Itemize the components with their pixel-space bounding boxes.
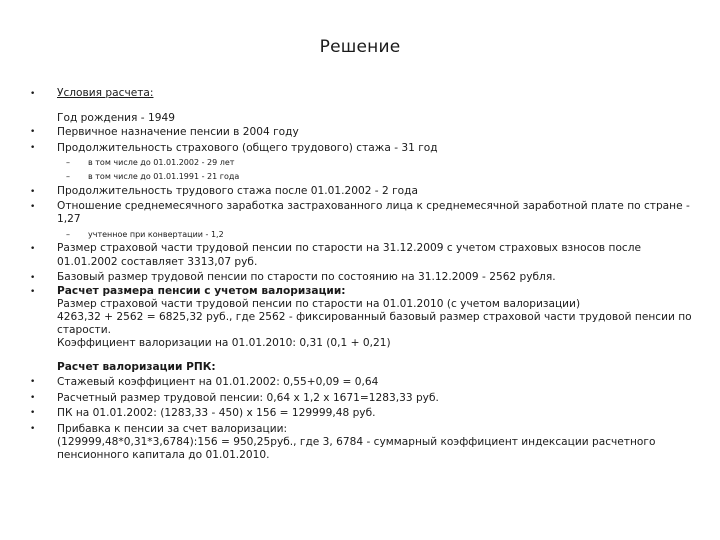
bullet-calc-pension: •	[30, 393, 36, 403]
birth-year: Год рождения - 1949	[57, 112, 175, 124]
conversion-note: учтенное при конвертации - 1,2	[88, 230, 224, 239]
insurance-part-line2: 01.01.2002 составляет 3313,07 руб.	[57, 256, 258, 268]
increase-line2: (129999,48*0,31*3,6784):156 = 950,25руб., где 3, 6784 - суммарный коэффициент индексации расчетного	[57, 436, 656, 448]
valorization-line3: старости.	[57, 324, 111, 336]
bullet-conditions: •	[30, 89, 36, 99]
sub-before-2002: в том числе до 01.01.2002 - 29 лет	[88, 158, 235, 167]
seniority-coefficient: Стажевый коэффициент на 01.01.2002: 0,55+0,09 = 0,64	[57, 376, 379, 388]
salary-ratio-line1: Отношение среднемесячного заработка застрахованного лица к среднемесячной заработной плате по стране -	[57, 200, 690, 212]
bullet-pk: •	[30, 408, 36, 418]
bullet-work-after-2002: •	[30, 187, 36, 197]
bullet-valorization: •	[30, 287, 36, 297]
insurance-part-line1: Размер страховой части трудовой пенсии по старости на 31.12.2009 с учетом страховых взносов после	[57, 242, 642, 254]
valorization-heading: Расчет размера пенсии с учетом валоризации:	[57, 285, 346, 297]
work-after-2002: Продолжительность трудового стажа после 01.01.2002 - 2 года	[57, 185, 418, 197]
bullet-seniority-coef: •	[30, 377, 36, 387]
dash-before-2002: –	[66, 158, 70, 167]
dash-conversion: –	[66, 230, 70, 239]
pk-value: ПК на 01.01.2002: (1283,33 - 450) х 156 = 129999,48 руб.	[57, 407, 376, 419]
bullet-increase: •	[30, 424, 36, 434]
increase-line1: Прибавка к пенсии за счет валоризации:	[57, 423, 288, 435]
sub-before-1991: в том числе до 01.01.1991 - 21 года	[88, 172, 240, 181]
bullet-salary-ratio: •	[30, 202, 36, 212]
salary-ratio-line2: 1,27	[57, 213, 81, 225]
calculated-pension: Расчетный размер трудовой пенсии: 0,64 х 1,2 х 1671=1283,33 руб.	[57, 392, 439, 404]
dash-before-1991: –	[66, 172, 70, 181]
bullet-insurance-part: •	[30, 244, 36, 254]
page-title: Решение	[319, 37, 401, 57]
bullet-base-size: •	[30, 273, 36, 283]
valorization-line2: 4263,32 + 2562 = 6825,32 руб., где 2562 - фиксированный базовый размер страховой части трудовой пенсии по	[57, 311, 692, 323]
valorization-coefficient: Коэффициент валоризации на 01.01.2010: 0,31 (0,1 + 0,21)	[57, 337, 391, 349]
pk-heading: Расчет валоризации РПК:	[57, 361, 216, 373]
base-size: Базовый размер трудовой пенсии по старости по состоянию на 31.12.2009 - 2562 рубля.	[57, 271, 556, 283]
bullet-initial-pension: •	[30, 127, 36, 137]
insurance-duration: Продолжительность страхового (общего трудового) стажа - 31 год	[57, 142, 438, 154]
initial-pension: Первичное назначение пенсии в 2004 году	[57, 126, 299, 138]
increase-line3: пенсионного капитала до 01.01.2010.	[57, 449, 270, 461]
conditions-label: Условия расчета:	[57, 87, 154, 99]
valorization-line1: Размер страховой части трудовой пенсии по старости на 01.01.2010 (с учетом валоризации)	[57, 298, 581, 310]
bullet-insurance-duration: •	[30, 143, 36, 153]
